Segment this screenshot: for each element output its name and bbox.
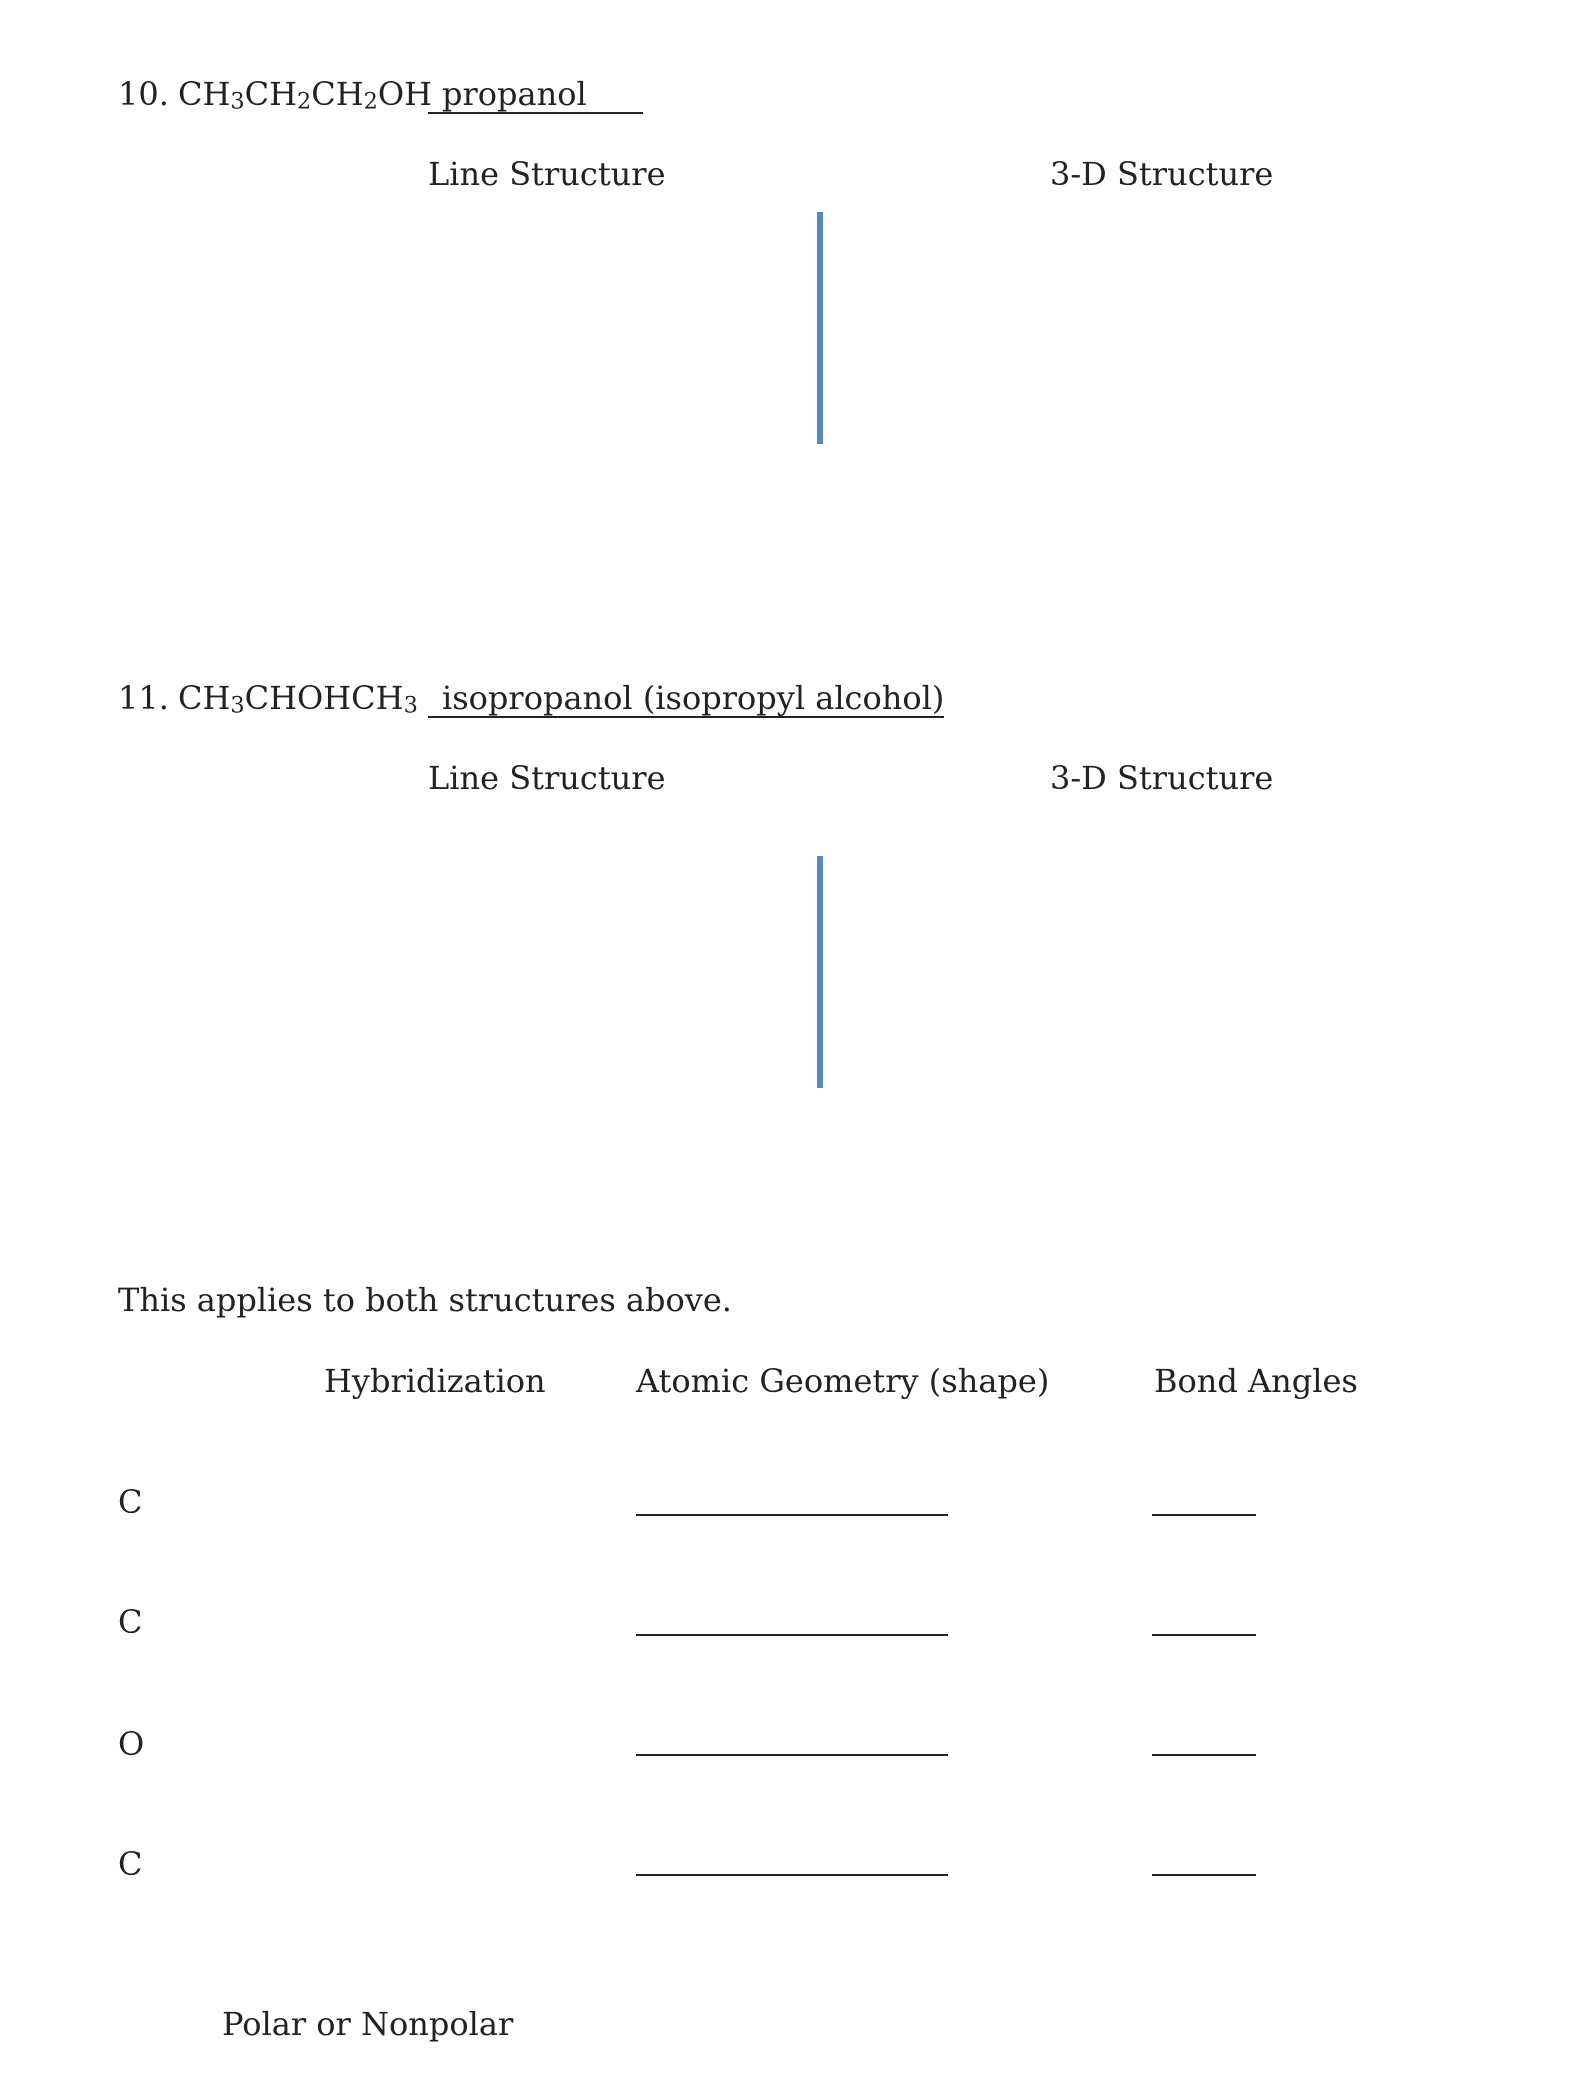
geometry-blank-4[interactable] [636,1874,948,1876]
q10-number: 10. [118,75,169,113]
angle-blank-2[interactable] [1152,1634,1256,1636]
q10-3d-structure-label: 3-D Structure [1050,155,1274,193]
angle-blank-1[interactable] [1152,1514,1256,1516]
angle-blank-4[interactable] [1152,1874,1256,1876]
header-bond-angles: Bond Angles [1154,1362,1358,1400]
q11-column-divider [817,856,823,1088]
atom-label-1: C [118,1483,143,1521]
q11-3d-structure-label: 3-D Structure [1050,759,1274,797]
q11-number: 11. [118,679,169,717]
geometry-blank-2[interactable] [636,1634,948,1636]
geometry-blank-1[interactable] [636,1514,948,1516]
q10-formula: $CH_3CH_2CH_2OH$ [178,75,433,115]
q10-line-structure-label: Line Structure [428,155,666,193]
geometry-blank-3[interactable] [636,1754,948,1756]
q11-formula: $CH_3CHOHCH_3$ [178,679,418,719]
atom-label-3: O [118,1725,145,1763]
angle-blank-3[interactable] [1152,1754,1256,1756]
header-atomic-geometry: Atomic Geometry (shape) [636,1362,1050,1400]
atom-label-2: C [118,1603,143,1641]
q11-line-structure-label: Line Structure [428,759,666,797]
atom-label-4: C [118,1845,143,1883]
shared-note: This applies to both structures above. [118,1281,732,1319]
q11-name-field: isopropanol (isopropyl alcohol) [428,682,944,718]
polar-nonpolar-label: Polar or Nonpolar [222,2005,514,2043]
q10-name-field: propanol [428,78,643,114]
q10-column-divider [817,212,823,444]
header-hybridization: Hybridization [324,1362,546,1400]
